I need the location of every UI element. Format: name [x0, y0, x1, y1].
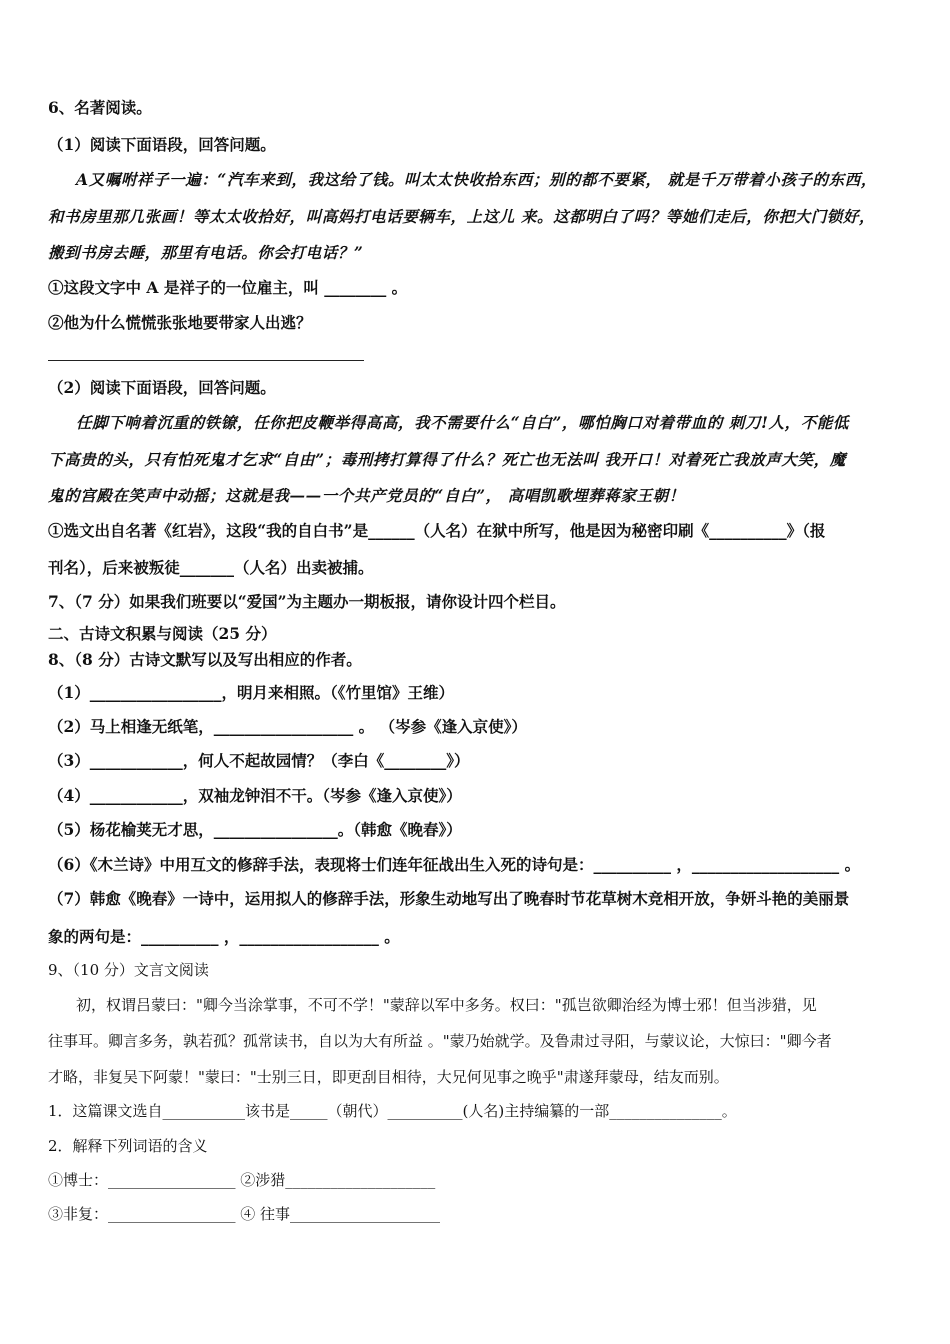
q6-part1-question-2: ②他为什么慌慌张张地要带家人出逃？	[48, 313, 312, 332]
q8-item: （7）韩愈《晚春》一诗中，运用拟人的修辞手法，形象生动地写出了晚春时节花草树木竞相开放，争妍斗艳的美丽景	[48, 889, 850, 908]
q6-part2-passage-line: 任脚下响着沉重的铁镣，任你把皮鞭举得高高，我不需要什么“自白”，哪怕胸口对着带血的 刺刀!人，不能低	[76, 413, 850, 432]
q8-title: 8、（8 分）古诗文默写以及写出相应的作者。	[48, 650, 362, 669]
q9-question: 1．这篇课文选自___________该书是_____（朝代）__________(人名)主持编纂的一部_______________。	[48, 1102, 737, 1120]
q6-part2-passage-line: 下高贵的头，只有怕死鬼才乞求“自由”；毒刑拷打算得了什么？死亡也无法叫 我开口！对着死亡我放声大笑，魔	[48, 450, 846, 469]
q8-item: （5）杨花榆荚无才思，________________。（韩愈《晚春》）	[48, 820, 462, 839]
section-2-heading: 二、古诗文积累与阅读（25 分）	[48, 624, 277, 643]
q9-question: ①博士：_________________ ②涉猎____________________	[48, 1171, 436, 1189]
q9-title: 9、（10 分）文言文阅读	[48, 961, 209, 979]
q6-part2-question-line: 刊名），后来被叛徒_______（人名）出卖被捕。	[48, 558, 374, 577]
q6-part1-prompt: （1）阅读下面语段，回答问题。	[48, 135, 276, 154]
q6-part1-question-1: ①这段文字中 A 是祥子的一位雇主，叫 ________ 。	[48, 278, 408, 297]
q6-part1-passage-line: 搬到书房去睡，那里有电话。你会打电话？”	[48, 243, 364, 262]
q8-item: （3）____________，何人不起故园情？（李白《________》）	[48, 751, 470, 770]
q6-part2-prompt: （2）阅读下面语段，回答问题。	[48, 378, 276, 397]
q6-part2-passage-line: 鬼的宫殿在笑声中动摇；这就是我——一个共产党员的“自白”， 高唱凯歌埋葬蒋家王朝！	[48, 486, 685, 505]
q8-item: 象的两句是：__________ ，__________________ 。	[48, 927, 400, 946]
q6-part2-question-line: ①选文出自名著《红岩》，这段“我的自白书”是______（人名）在狱中所写，他是因为秘密印刷《__________》（报	[48, 521, 826, 540]
answer-line	[48, 360, 364, 361]
q6-part1-passage-line: 和书房里那几张画！等太太收拾好，叫高妈打电话要辆车，上这儿 来。这都明白了吗？等她们走后，你把大门锁好，	[48, 207, 876, 226]
q9-question: 2．解释下列词语的含义	[48, 1137, 208, 1155]
q8-item: （6）《木兰诗》中用互文的修辞手法，表现将士们连年征战出生入死的诗句是：__________ ，___________________ 。	[48, 855, 861, 874]
q6-part1-passage-line: A又嘱咐祥子一遍：“汽车来到，我这给了钱。叫太太快收拾东西；别的都不要紧， 就是千万带着小孩子的东西，	[76, 170, 877, 189]
q7-question: 7、（7 分）如果我们班要以“爱国”为主题办一期板报，请你设计四个栏目。	[48, 592, 566, 611]
q8-item: （2）马上相逢无纸笔，__________________ 。 （岑参《逢入京使》）	[48, 717, 527, 736]
q8-item: （4）____________，双袖龙钟泪不干。（岑参《逢入京使》）	[48, 786, 462, 805]
q9-passage-line: 才略，非复吴下阿蒙！"蒙曰："士别三日，即更刮目相待，大兄何见事之晚乎"肃遂拜蒙母，结友而别。	[48, 1068, 729, 1086]
q6-title: 6、名著阅读。	[48, 98, 152, 117]
q9-question: ③非复：_________________ ④ 往事____________________	[48, 1205, 441, 1223]
q8-item: （1）_________________，明月来相照。（《竹里馆》王维）	[48, 683, 455, 702]
q9-passage-line: 初，权谓吕蒙曰："卿今当涂掌事，不可不学！"蒙辞以军中多务。权曰："孤岂欲卿治经为博士邪！但当涉猎，见	[76, 996, 817, 1014]
q9-passage-line: 往事耳。卿言多务，孰若孤？孤常读书，自以为大有所益 。"蒙乃始就学。及鲁肃过寻阳，与蒙议论，大惊曰："卿今者	[48, 1032, 832, 1050]
